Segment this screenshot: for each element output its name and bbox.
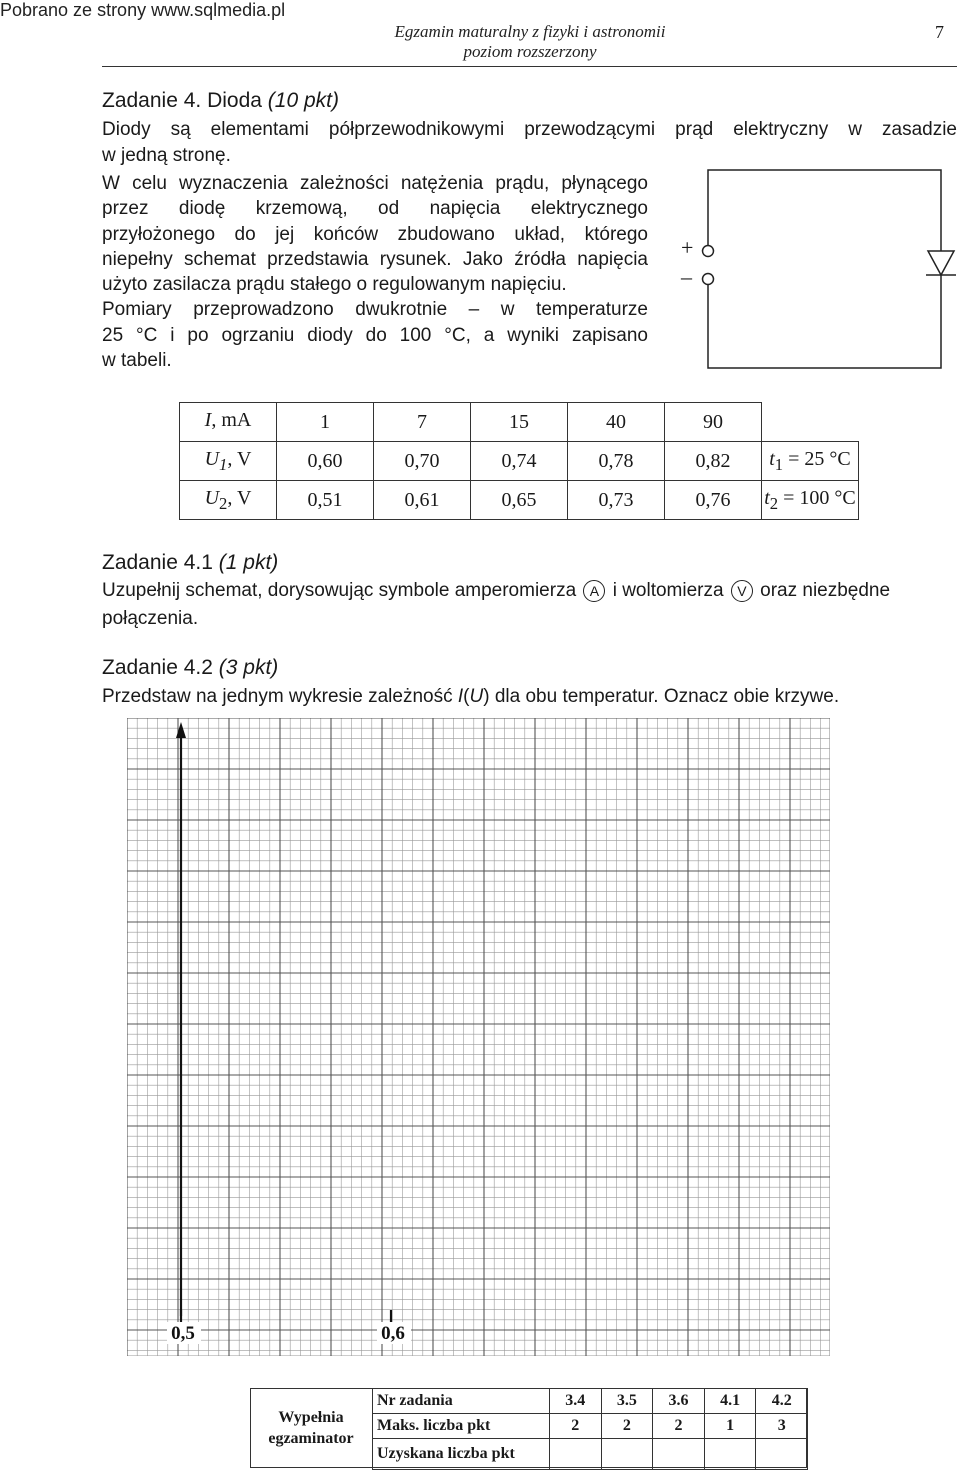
table-cell: 0,82 (665, 442, 762, 481)
table-cell: 4.1 (704, 1389, 756, 1414)
terminal-plus (703, 246, 714, 257)
row-label: $U_2$, V (180, 481, 277, 520)
table-cell: 0,60 (277, 442, 374, 481)
table-cell: 1 (277, 403, 374, 442)
table-cell: 0,78 (568, 442, 665, 481)
desc-line: przez diodę krzemową, od napięcia elektrycznego (102, 198, 648, 220)
score-table (372, 1388, 808, 1470)
table-cell: 0,74 (471, 442, 568, 481)
circuit-diagram (680, 165, 960, 375)
task-title (102, 89, 339, 113)
score-row-label: Nr zadania (373, 1389, 550, 1414)
score-input-cell[interactable] (653, 1439, 705, 1470)
diode-triangle (928, 251, 954, 275)
task-intro-line1: Diody są elementami półprzewodnikowymi przewodzącymi prąd elektryczny w zasadzie (102, 119, 957, 140)
task-intro-line2: w jedną stronę. (102, 145, 231, 166)
desc-line: Pomiary przeprowadzono dwukrotnie – w temperaturze (102, 299, 648, 321)
subtask-4-2-text: Przedstaw na jednym wykresie zależność I(U) dla obu temperatur. Oznacz obie krzywe. (102, 686, 840, 707)
table-row (373, 1414, 808, 1439)
score-input-cell[interactable] (550, 1439, 602, 1470)
score-label: Wypełnia egzaminator (268, 1409, 354, 1447)
grid-minor (127, 718, 830, 1356)
exam-header (330, 22, 730, 62)
desc-line: niepełny schemat przedstawia rysunek. Jako źródła napięcia (102, 248, 648, 270)
temp-cell: $t_2 = 100$ °C (762, 481, 859, 520)
row-label: $U_1$, V (180, 442, 277, 481)
table-cell: 0,73 (568, 481, 665, 520)
header-rule (102, 66, 957, 67)
row-label: I, mA (180, 403, 277, 442)
score-input-cell[interactable] (601, 1439, 653, 1470)
table-cell: 0,65 (471, 481, 568, 520)
source-line: Pobrano ze strony www.sqlmedia.pl (0, 0, 286, 20)
table-cell: 15 (471, 403, 568, 442)
table-cell: 2 (653, 1414, 705, 1439)
table-row (180, 442, 859, 481)
measurement-table (179, 402, 859, 520)
table-row (373, 1389, 808, 1414)
subtask-4-2-title: Zadanie 4.2 (3 pkt) (102, 656, 279, 679)
table-cell: 0,70 (374, 442, 471, 481)
table-row (180, 481, 859, 520)
score-input-cell[interactable] (704, 1439, 756, 1470)
table-cell: 2 (601, 1414, 653, 1439)
score-row-label: Uzyskana liczba pkt (373, 1439, 550, 1470)
voltmeter-icon: V (731, 580, 753, 602)
table-cell: 1 (704, 1414, 756, 1439)
table-cell: 3.4 (550, 1389, 602, 1414)
wire-bottom (708, 275, 941, 368)
subtask-4-1-text: Uzupełnij schemat, dorysowując symbole amperomierza A i woltomierza V oraz niezbędne (102, 580, 891, 601)
subtask-4-1-title: Zadanie 4.1 (1 pkt) (102, 551, 279, 574)
score-row-label: Maks. liczba pkt (373, 1414, 550, 1439)
exam-header-line2: poziom rozszerzony (463, 42, 597, 61)
ammeter-icon: A (583, 580, 605, 602)
table-cell: 3.6 (653, 1389, 705, 1414)
temp-cell (762, 403, 859, 442)
x-tick-labels (167, 1322, 411, 1344)
desc-line: W celu wyznaczenia zależności natężenia prądu, płynącego (102, 173, 648, 194)
table-cell: 7 (374, 403, 471, 442)
table-cell: 40 (568, 403, 665, 442)
table-cell: 3 (756, 1414, 808, 1439)
grid-major (127, 718, 830, 1356)
desc-line: w tabeli. (102, 350, 172, 372)
table-row (180, 403, 859, 442)
temp-cell: $t_1 = 25$ °C (762, 442, 859, 481)
graph-axes (176, 722, 391, 1322)
score-box (250, 1388, 807, 1468)
table-cell: 2 (550, 1414, 602, 1439)
x-tick-label: 0,5 (171, 1323, 195, 1344)
table-cell: 0,51 (277, 481, 374, 520)
subtask-4-1-line2: połączenia. (102, 608, 199, 629)
table-cell: 0,76 (665, 481, 762, 520)
x-tick-label: 0,6 (381, 1323, 405, 1344)
circuit-svg (680, 165, 960, 375)
plus-sign: + (681, 235, 694, 260)
table-row (373, 1439, 808, 1470)
task-title-points: (10 pkt) (267, 89, 339, 112)
task-description (102, 171, 648, 373)
task-title-prefix: Zadanie 4. Dioda (102, 89, 268, 112)
minus-sign: – (681, 264, 692, 289)
terminal-minus (703, 274, 714, 285)
desc-line: użyto zasilacza prądu stałego o regulowanym napięciu. (102, 274, 567, 296)
table-cell: 90 (665, 403, 762, 442)
score-input-cell[interactable] (756, 1439, 808, 1470)
exam-header-line1: Egzamin maturalny z fizyki i astronomii (394, 22, 666, 41)
wire-top (708, 170, 941, 251)
page-number: 7 (935, 22, 944, 42)
desc-line: przyłożonego do jej końców zbudowano układ, którego (102, 223, 648, 245)
table-cell: 4.2 (756, 1389, 808, 1414)
table-cell: 3.5 (601, 1389, 653, 1414)
desc-line: 25 °C i po ogrzaniu diody do 100 °C, a wyniki zapisano (102, 324, 648, 346)
table-cell: 0,61 (374, 481, 471, 520)
graph-paper (127, 718, 830, 1356)
